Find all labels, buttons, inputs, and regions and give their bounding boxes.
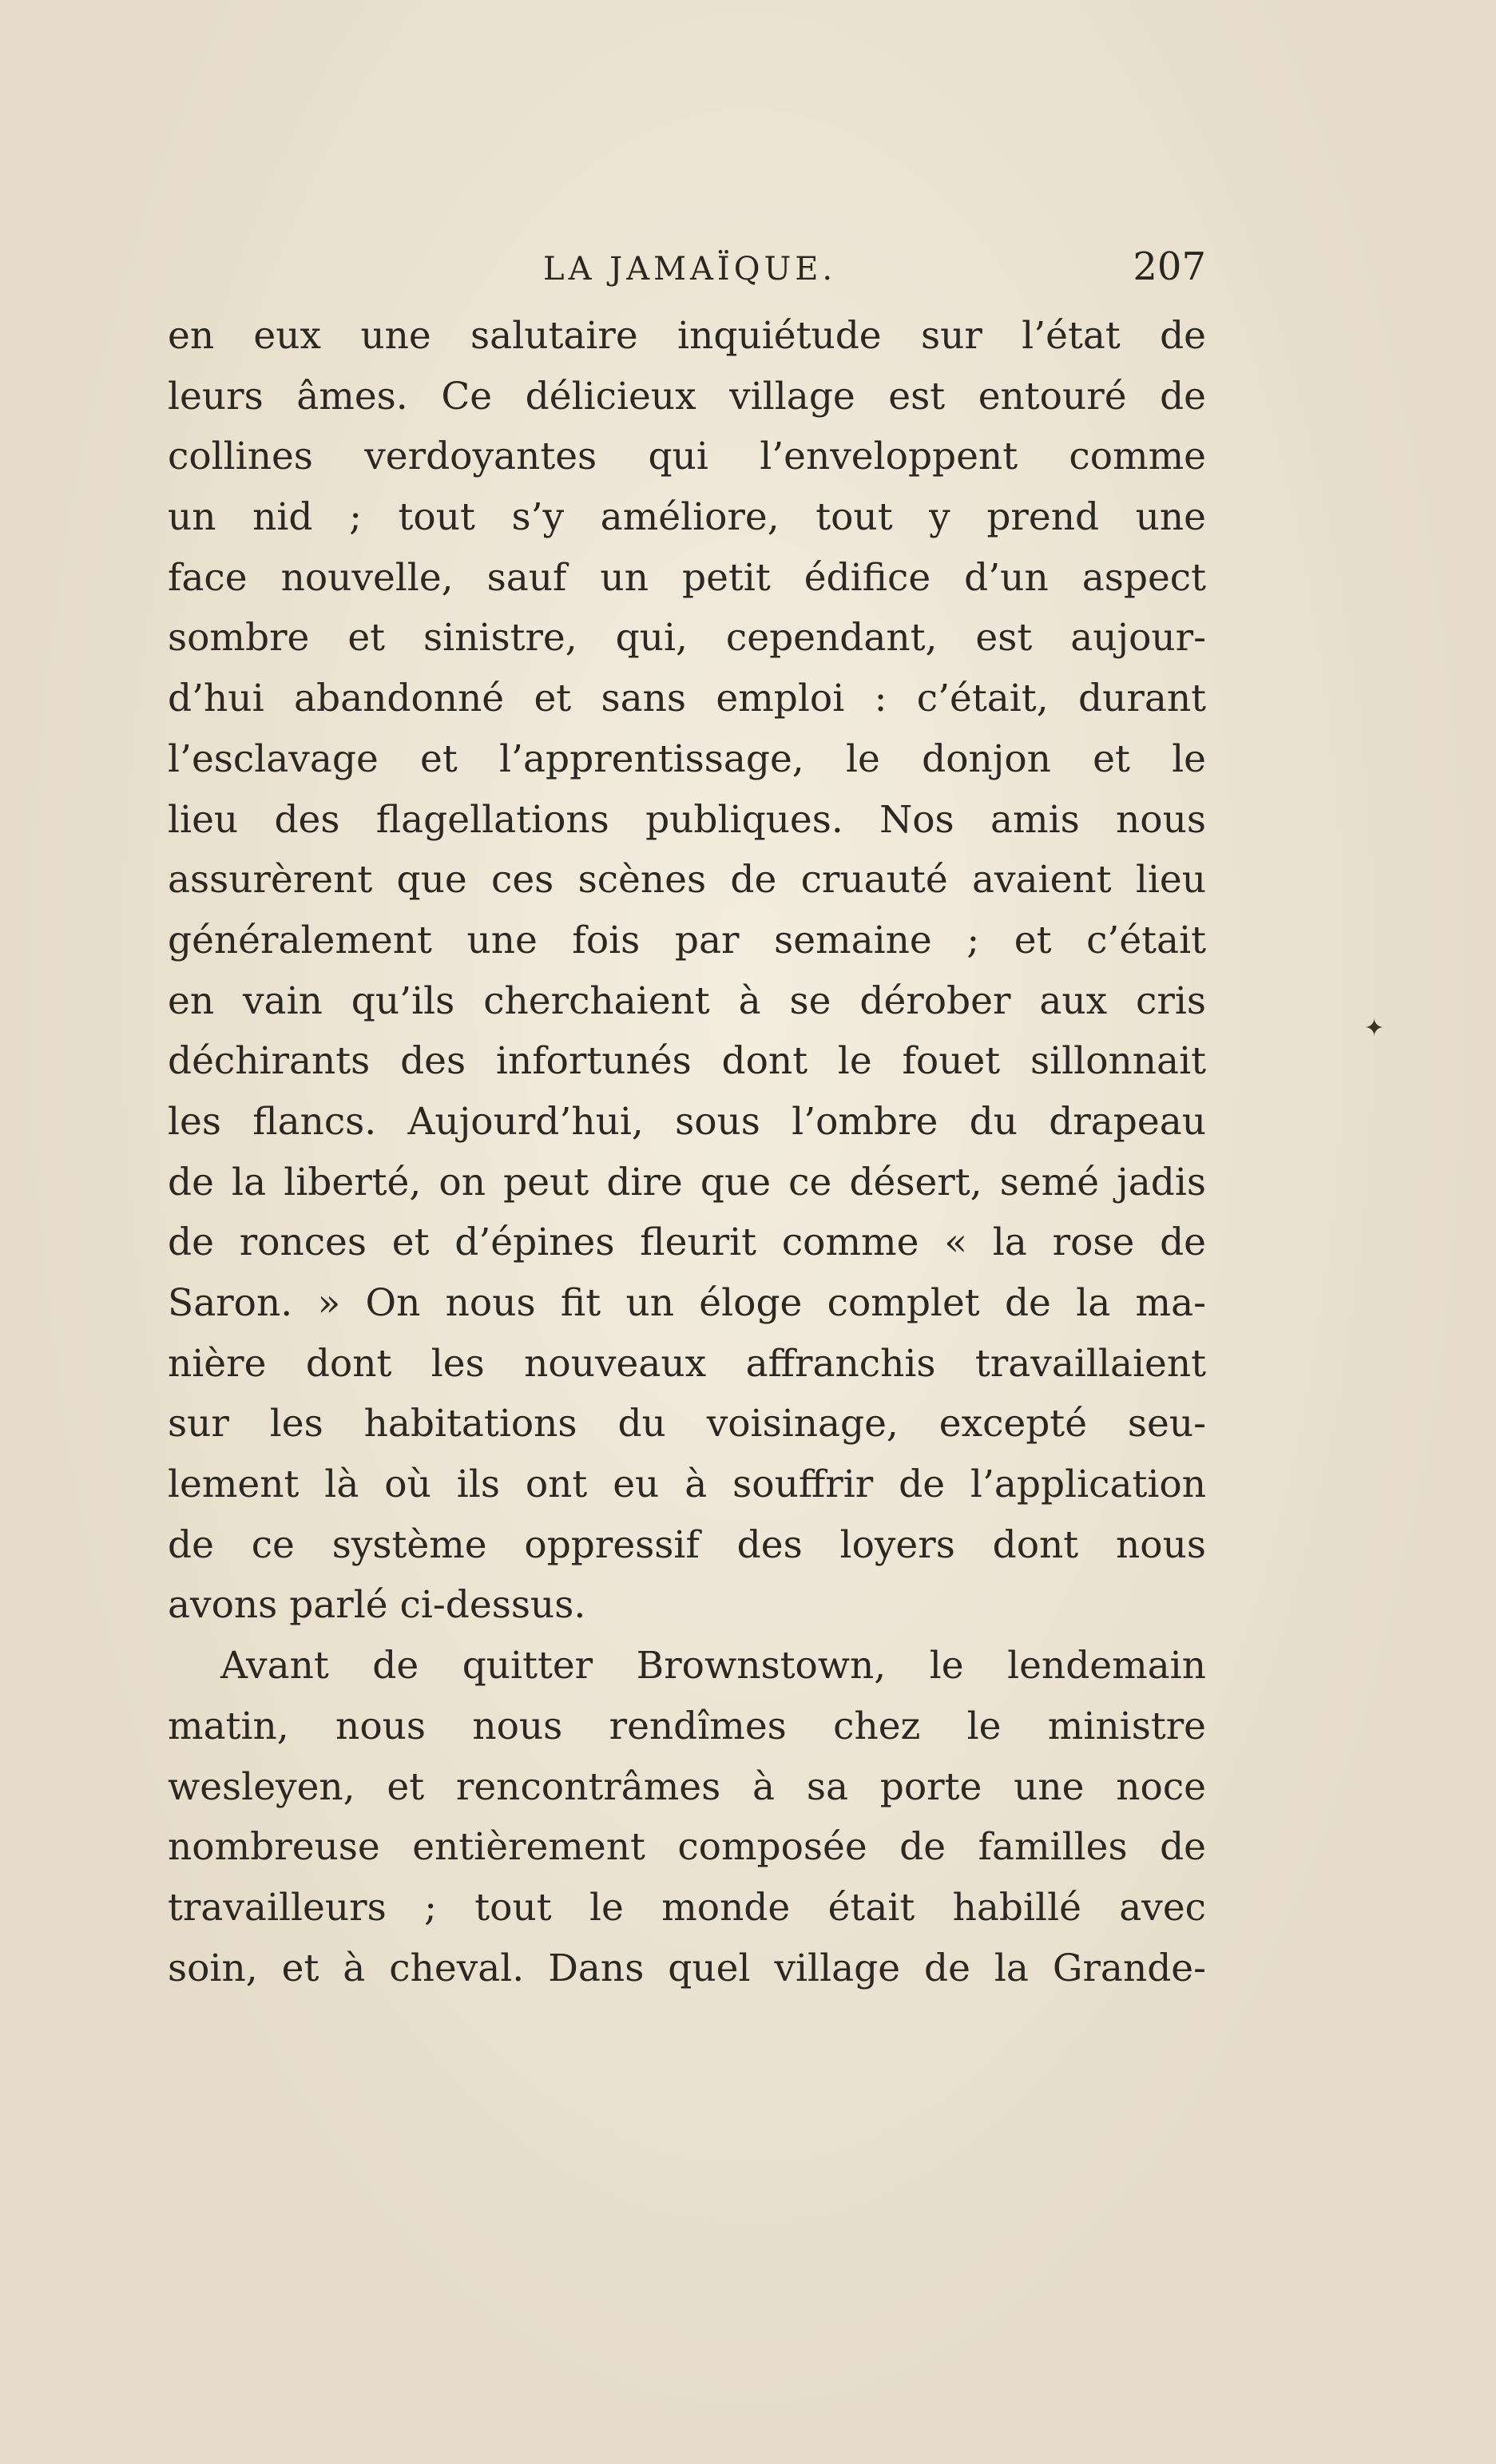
text-line: travailleurs ; tout le monde était habillé avec (168, 1885, 1206, 1930)
text-line: soin, et à cheval. Dans quel village de la Grande- (168, 1946, 1206, 1990)
text-line: avons parlé ci-dessus. (168, 1583, 586, 1628)
text-line: généralement une fois par semaine ; et c’était (168, 918, 1206, 962)
text-line: d’hui abandonné et sans emploi : c’était, durant (168, 677, 1206, 721)
text-line: lement là où ils ont eu à souffrir de l’application (168, 1462, 1206, 1507)
ink-mark-icon: ✦ (1364, 1014, 1385, 1042)
text-line: Avant de quitter Brownstown, le lendemain (220, 1644, 1206, 1688)
text-line: en eux une salutaire inquiétude sur l’état de (168, 314, 1206, 358)
text-line: sur les habitations du voisinage, excepté seu- (168, 1402, 1206, 1446)
text-line: de la liberté, on peut dire que ce désert, semé jadis (168, 1160, 1206, 1204)
text-line: collines verdoyantes qui l’enveloppent comme (168, 434, 1206, 479)
text-line: face nouvelle, sauf un petit édifice d’un aspect (168, 555, 1206, 600)
body-text (168, 306, 1206, 1998)
text-line: nombreuse entièrement composée de familles de (168, 1825, 1206, 1870)
text-line: Saron. » On nous fit un éloge complet de la ma- (168, 1281, 1206, 1325)
text-line: de ce système oppressif des loyers dont nous (168, 1522, 1206, 1567)
page-header (168, 240, 1206, 296)
text-line: de ronces et d’épines fleurit comme « la rose de (168, 1220, 1206, 1265)
text-line: l’esclavage et l’apprentissage, le donjon et le (168, 736, 1206, 781)
text-line: lieu des flagellations publiques. Nos amis nous (168, 797, 1206, 842)
page-number: 207 (1133, 244, 1206, 289)
running-title: LA JAMAÏQUE. (543, 251, 837, 288)
text-line: nière dont les nouveaux affranchis travaillaient (168, 1341, 1206, 1386)
text-line: sombre et sinistre, qui, cependant, est aujour- (168, 616, 1206, 661)
text-line: matin, nous nous rendîmes chez le ministre (168, 1704, 1206, 1748)
text-line: assurèrent que ces scènes de cruauté avaient lieu (168, 858, 1206, 903)
text-line: wesleyen, et rencontrâmes à sa porte une noce (168, 1764, 1206, 1809)
text-line: un nid ; tout s’y améliore, tout y prend une (168, 495, 1206, 540)
text-line: en vain qu’ils cherchaient à se dérober aux cris (168, 978, 1206, 1023)
text-line: déchirants des infortunés dont le fouet sillonnait (168, 1039, 1206, 1084)
text-line: leurs âmes. Ce délicieux village est entouré de (168, 374, 1206, 419)
text-line: les flancs. Aujourd’hui, sous l’ombre du drapeau (168, 1099, 1206, 1144)
